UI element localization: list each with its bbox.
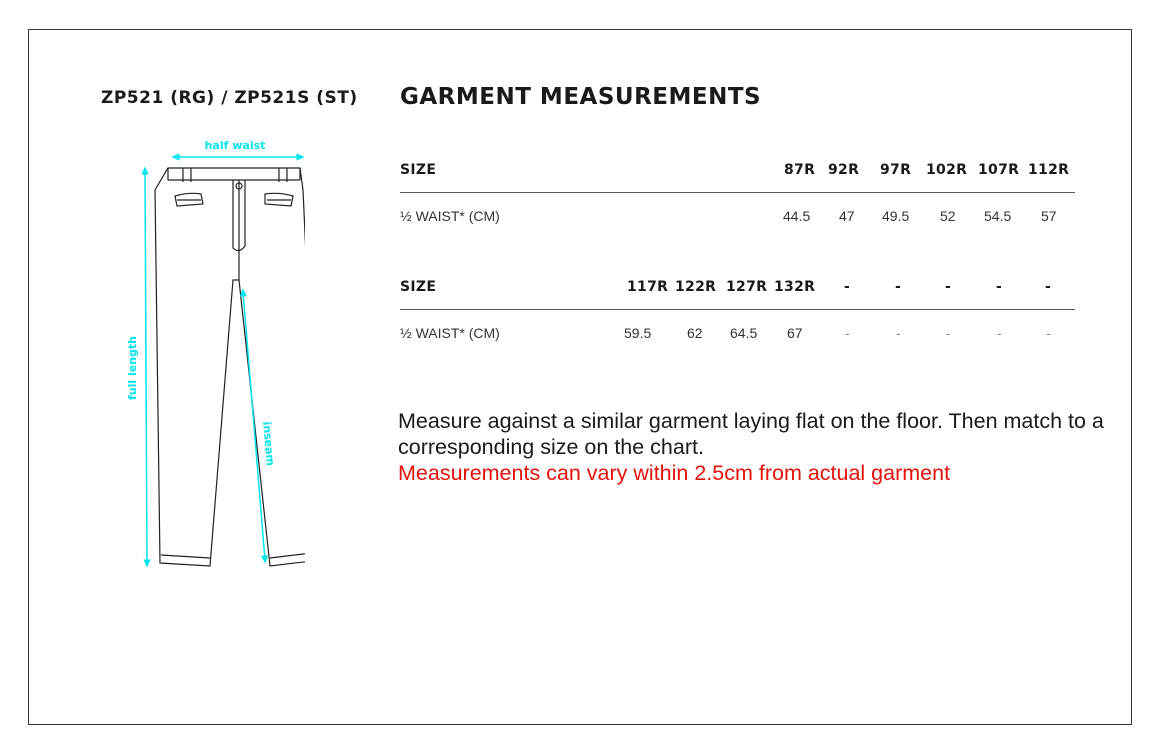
inseam-label: inseam (260, 420, 277, 467)
table-row (400, 208, 1075, 228)
waist-value: - (997, 325, 1002, 341)
size-empty: - (895, 279, 902, 295)
size-97r: 97R (880, 162, 912, 178)
waist-value: 64.5 (730, 325, 758, 341)
waist-value: 57 (1041, 208, 1057, 224)
waist-row-label: ½ WAIST* (CM) (400, 325, 500, 341)
size-107r: 107R (978, 162, 1020, 178)
waist-value: 44.5 (783, 208, 811, 224)
size-127r: 127R (726, 279, 768, 295)
waist-row-label: ½ WAIST* (CM) (400, 208, 500, 224)
waist-value: - (1046, 325, 1051, 341)
size-122r: 122R (675, 279, 717, 295)
jeans-outline (155, 168, 305, 566)
full-length-label: full length (126, 335, 139, 401)
size-112r: 112R (1028, 162, 1070, 178)
size-header: SIZE (400, 162, 437, 178)
table-header-row (400, 279, 1075, 310)
instruction-text: Measure against a similar garment laying flat on the floor. Then match to a corresponding size on the chart. (398, 409, 1104, 459)
waist-value: - (896, 325, 901, 341)
size-102r: 102R (926, 162, 968, 178)
measurement-note (398, 408, 1118, 486)
size-117r: 117R (627, 279, 669, 295)
waist-value: 54.5 (984, 208, 1012, 224)
waist-value: - (845, 325, 850, 341)
page-title: GARMENT MEASUREMENTS (400, 84, 762, 110)
waist-value: 62 (687, 325, 703, 341)
size-empty: - (844, 279, 851, 295)
waist-value: 49.5 (882, 208, 910, 224)
table-row (400, 325, 1075, 345)
size-empty: - (996, 279, 1003, 295)
size-empty: - (1045, 279, 1052, 295)
warning-text: Measurements can vary within 2.5cm from actual garment (398, 461, 951, 485)
size-132r: 132R (774, 279, 816, 295)
table-header-row (400, 162, 1075, 193)
full-length-arrow (145, 170, 147, 564)
size-92r: 92R (828, 162, 860, 178)
jeans-diagram (105, 130, 305, 575)
waist-value: 47 (839, 208, 855, 224)
waist-value: 52 (940, 208, 956, 224)
half-waist-label: half waist (204, 139, 266, 152)
product-code: ZP521 (RG) / ZP521S (ST) (101, 88, 358, 108)
waist-value: 67 (787, 325, 803, 341)
size-empty: - (945, 279, 952, 295)
waist-value: 59.5 (624, 325, 652, 341)
waist-value: - (946, 325, 951, 341)
size-87r: 87R (784, 162, 816, 178)
size-header: SIZE (400, 279, 437, 295)
